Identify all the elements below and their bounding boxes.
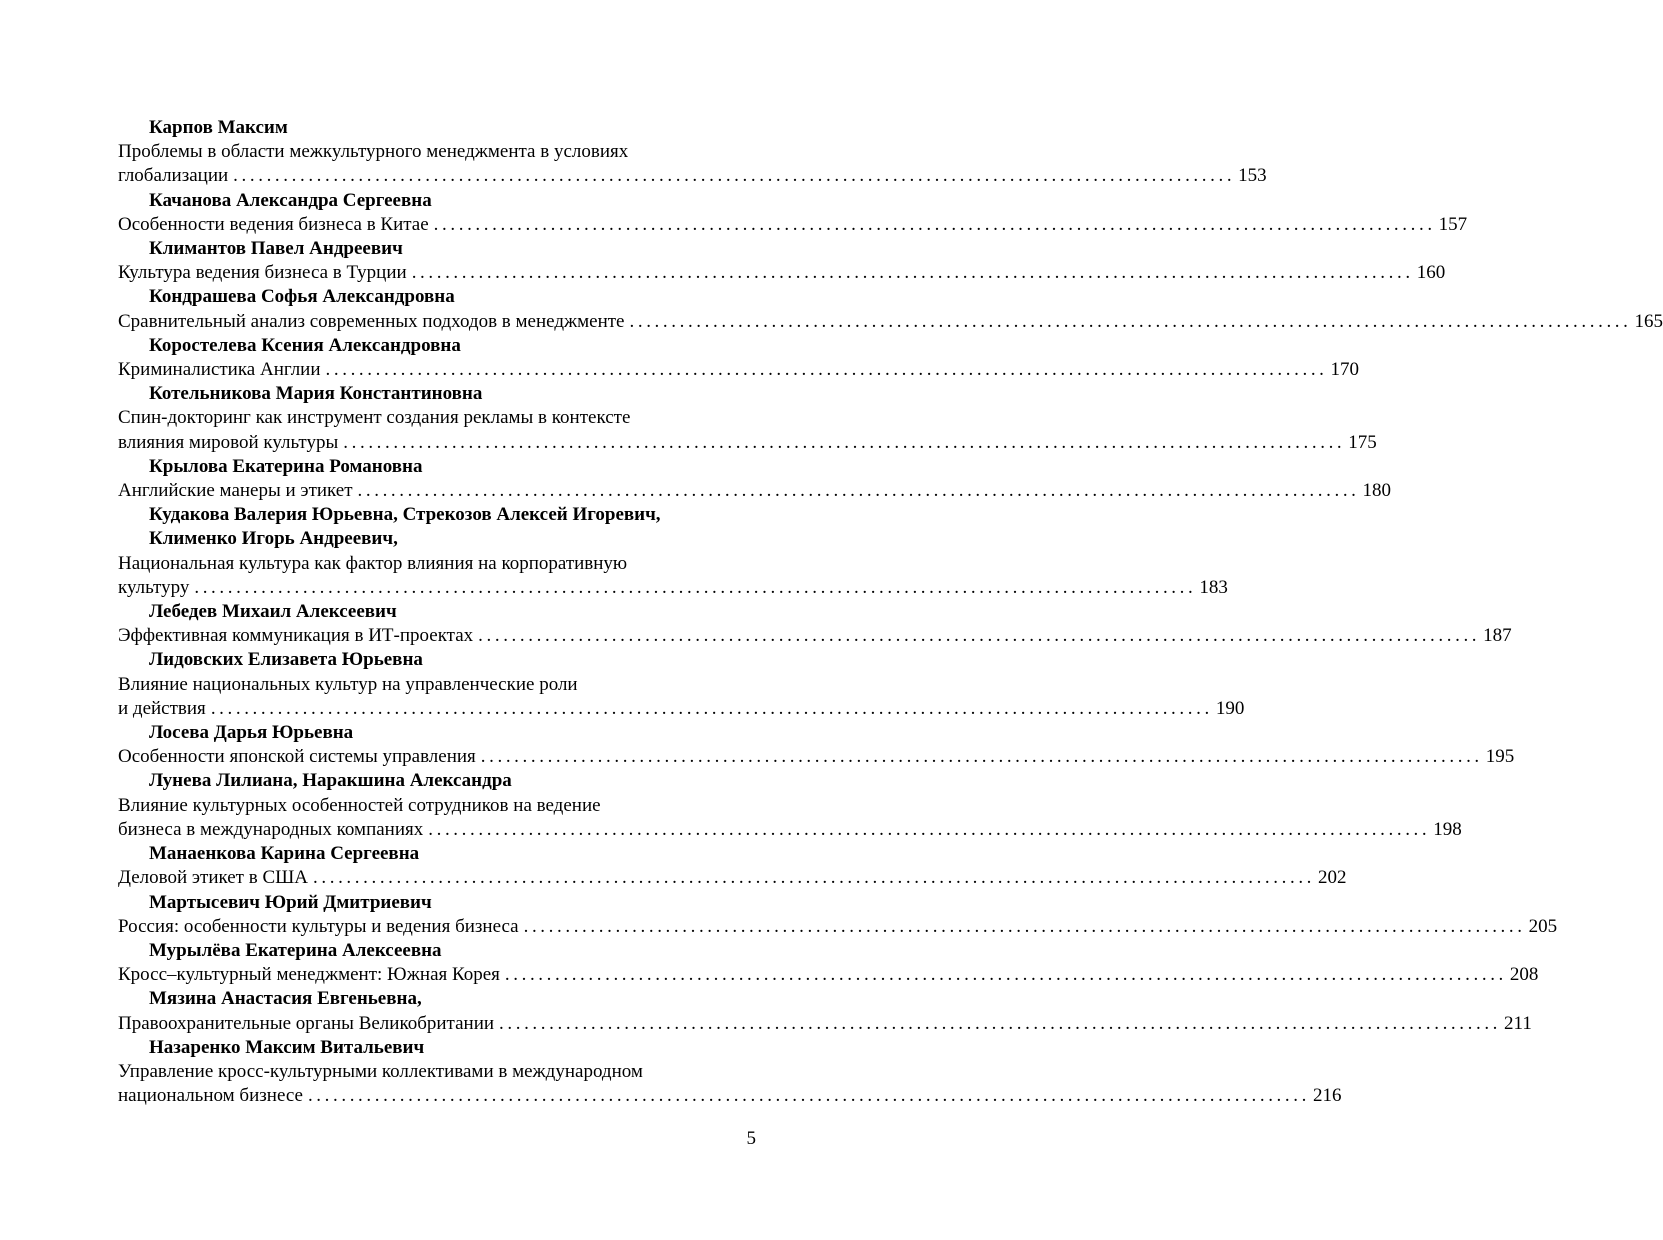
entry-title: Проблемы в области межкультурного менеджмента в условиях <box>118 141 629 163</box>
entry-title-row <box>118 1012 1532 1036</box>
dot-leader: ........................................................................................................................ <box>210 697 1213 719</box>
entry-title: бизнеса в международных компаниях <box>118 818 424 840</box>
toc-entry <box>118 769 1462 842</box>
toc-entry <box>118 600 1512 648</box>
entry-title: Кросс–культурный менеджмент: Южная Корея <box>118 964 500 986</box>
dot-leader: ........................................................................................................................ <box>499 1012 1502 1034</box>
entry-title: Управление кросс-культурными коллективами в международном <box>118 1060 643 1082</box>
entry-title-row <box>118 164 1267 188</box>
dot-leader: ........................................................................................................................ <box>233 165 1236 187</box>
dot-leader: ........................................................................................................................ <box>357 480 1360 502</box>
entry-title-row <box>118 261 1446 285</box>
entry-title: культуру <box>118 576 190 598</box>
toc-entry <box>118 939 1539 987</box>
entry-authors: Крылова Екатерина Романовна <box>149 455 423 477</box>
entry-authors: Климантов Павел Андреевич <box>149 238 403 260</box>
dot-leader: ........................................................................................................................ <box>478 625 1481 647</box>
entry-authors: Коростелева Ксения Александровна <box>149 334 461 356</box>
entry-title: Национальная культура как фактор влияния на корпоративную <box>118 552 628 574</box>
entry-title: Спин-докторинг как инструмент создания рекламы в контексте <box>118 407 631 429</box>
toc-entry <box>118 891 1558 939</box>
toc-entry <box>118 116 1267 189</box>
entry-authors: Карпов Максим <box>149 117 288 138</box>
entry-authors: Клименко Игорь Андреевич, <box>149 528 398 550</box>
dot-leader: ........................................................................................................................ <box>480 746 1483 768</box>
entry-title-row <box>118 915 1558 939</box>
entry-title-row <box>118 624 1512 648</box>
entry-page-number: 183 <box>1199 576 1228 598</box>
dot-leader: ........................................................................................................................ <box>433 213 1436 235</box>
table-of-contents <box>118 116 1663 1108</box>
entry-authors: Кондрашева Софья Александровна <box>149 286 455 308</box>
entry-title: национальном бизнесе <box>118 1085 303 1107</box>
entry-page-number: 187 <box>1483 625 1512 647</box>
entry-authors: Кудакова Валерия Юрьевна, Стрекозов Алексей Игоревич, <box>149 504 661 526</box>
entry-authors: Качанова Александра Сергеевна <box>149 189 432 211</box>
entry-page-number: 202 <box>1318 867 1347 889</box>
entry-title: Влияние культурных особенностей сотрудников на ведение <box>118 794 601 816</box>
dot-leader: ........................................................................................................................ <box>523 915 1526 937</box>
entry-title: Криминалистика Англии <box>118 359 321 381</box>
entry-page-number: 180 <box>1362 480 1392 502</box>
dot-leader: ........................................................................................................................ <box>307 1085 1310 1107</box>
entry-page-number: 153 <box>1238 165 1267 187</box>
entry-page-number: 170 <box>1330 359 1360 381</box>
entry-authors: Манаенкова Карина Сергеевна <box>149 843 420 865</box>
toc-entry <box>118 382 1377 455</box>
toc-entry <box>118 842 1347 890</box>
entry-title-row <box>118 866 1347 890</box>
dot-leader: ........................................................................................................................ <box>504 964 1507 986</box>
toc-entry <box>118 285 1663 333</box>
entry-page-number: 205 <box>1528 915 1558 937</box>
entry-authors: Назаренко Максим Витальевич <box>149 1036 425 1058</box>
entry-page-number: 208 <box>1509 964 1539 986</box>
entry-title: Сравнительный анализ современных подходов в менеджменте <box>118 310 625 332</box>
entry-title: Культура ведения бизнеса в Турции <box>118 262 407 284</box>
entry-title-row <box>118 310 1663 334</box>
toc-entry <box>118 189 1468 237</box>
toc-entry <box>118 237 1446 285</box>
dot-leader: ........................................................................................................................ <box>629 310 1632 332</box>
toc-entry <box>118 455 1392 503</box>
dot-leader: ........................................................................................................................ <box>343 431 1346 453</box>
entry-authors: Мартысевич Юрий Дмитриевич <box>149 891 432 913</box>
entry-title: Особенности ведения бизнеса в Китае <box>118 213 429 235</box>
entry-authors: Лунева Лилиана, Наракшина Александра <box>149 770 512 792</box>
dot-leader: ........................................................................................................................ <box>325 359 1328 381</box>
entry-page-number: 211 <box>1504 1012 1532 1034</box>
entry-title: Правоохранительные органы Великобритании <box>118 1012 495 1034</box>
entry-authors: Лидовских Елизавета Юрьевна <box>149 649 423 671</box>
entry-title-row <box>118 576 1228 600</box>
entry-title-row <box>118 358 1360 382</box>
dot-leader: ........................................................................................................................ <box>313 867 1316 889</box>
entry-title-row <box>118 745 1515 769</box>
entry-title: Особенности японской системы управления <box>118 746 476 768</box>
entry-title-row <box>118 818 1462 842</box>
entry-title: глобализации <box>118 165 229 187</box>
entry-page-number: 190 <box>1215 697 1245 719</box>
entry-authors: Котельникова Мария Константиновна <box>149 383 483 405</box>
entry-title-row <box>118 431 1377 455</box>
entry-title: влияния мировой культуры <box>118 431 339 453</box>
entry-title: Влияние национальных культур на управленческие роли <box>118 673 578 695</box>
toc-entry <box>118 987 1532 1035</box>
entry-page-number: 160 <box>1416 262 1446 284</box>
page-number: 5 <box>746 1128 756 1149</box>
entry-title: Россия: особенности культуры и ведения бизнеса <box>118 915 519 937</box>
dot-leader: ........................................................................................................................ <box>194 576 1197 598</box>
entry-page-number: 175 <box>1348 431 1377 453</box>
toc-entry <box>118 648 1245 721</box>
entry-page-number: 195 <box>1485 746 1515 768</box>
dot-leader: ........................................................................................................................ <box>411 262 1414 284</box>
toc-entry <box>118 721 1515 769</box>
entry-authors: Лебедев Михаил Алексеевич <box>149 601 397 623</box>
entry-page-number: 157 <box>1438 213 1468 235</box>
entry-title: Английские манеры и этикет <box>118 480 353 502</box>
entry-title-row <box>118 479 1392 503</box>
entry-page-number: 165 <box>1634 310 1663 332</box>
toc-entry <box>118 1036 1342 1109</box>
entry-authors: Мязина Анастасия Евгеньевна, <box>149 988 422 1010</box>
entry-title-row <box>118 697 1245 721</box>
entry-authors: Мурылёва Екатерина Алексеевна <box>149 939 442 961</box>
entry-authors: Лосева Дарья Юрьевна <box>149 722 354 744</box>
dot-leader: ........................................................................................................................ <box>428 818 1431 840</box>
entry-title: Эффективная коммуникация в ИТ-проектах <box>118 625 474 647</box>
toc-entry <box>118 503 1228 600</box>
entry-title-row <box>118 963 1539 987</box>
entry-title-row <box>118 213 1468 237</box>
toc-entry <box>118 334 1360 382</box>
entry-title: Деловой этикет в США <box>118 867 309 889</box>
entry-page-number: 216 <box>1312 1085 1342 1107</box>
entry-title-row <box>118 1084 1342 1108</box>
entry-page-number: 198 <box>1433 818 1462 840</box>
entry-title: и действия <box>118 697 206 719</box>
